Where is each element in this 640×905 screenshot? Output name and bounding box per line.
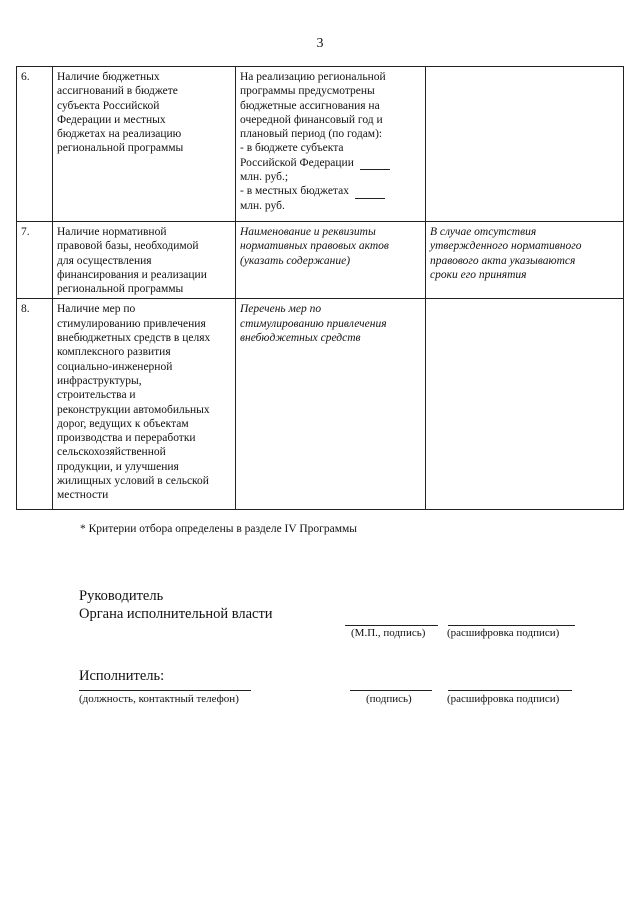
- blank-field: [360, 160, 390, 170]
- text-line: очередной финансовый год и: [240, 113, 383, 126]
- stamp-signature-line: [345, 625, 438, 626]
- unit-label: млн. руб.: [240, 199, 285, 212]
- note-cell: [426, 222, 624, 299]
- text-line: региональной программы: [57, 283, 184, 296]
- text-line: сельскохозяйственной: [57, 446, 166, 459]
- text-line: социально-инженерной: [57, 360, 173, 373]
- text-line: В случае отсутствия: [430, 226, 537, 238]
- text-line: Наличие нормативной: [57, 226, 167, 238]
- table-row: [17, 67, 624, 222]
- text-line: строительства и: [57, 389, 136, 402]
- row-number: 6.: [17, 67, 53, 222]
- note-cell: [426, 67, 624, 222]
- position-line: [79, 690, 251, 691]
- text-line: жилищных условий в сельской: [57, 475, 209, 488]
- text-line: реконструкции автомобильных: [57, 403, 210, 416]
- text-line: стимулированию привлечения: [57, 317, 206, 330]
- executor-title: Исполнитель:: [79, 668, 165, 684]
- text-line: ассигнований в бюджете: [57, 85, 178, 98]
- sign-caption: (подпись): [366, 693, 412, 705]
- confirmation-cell: [236, 67, 426, 222]
- decode-caption: (расшифровка подписи): [447, 627, 560, 639]
- text-line: Наличие мер по: [57, 303, 136, 316]
- text-line: бюджетные ассигнования на: [240, 99, 380, 112]
- text-line: региональной программы: [57, 142, 184, 155]
- text-line: правовой базы, необходимой: [57, 240, 199, 253]
- row-number: 8.: [17, 299, 53, 510]
- text-line: бюджетах на реализацию: [57, 128, 182, 141]
- decode-signature-line: [448, 625, 575, 626]
- table-row: [17, 299, 624, 510]
- authority-title: Органа исполнительной власти: [79, 606, 273, 622]
- text-line: нормативных правовых актов: [240, 240, 389, 253]
- text-line: внебюджетных средств в целях: [57, 332, 211, 345]
- text-line: На реализацию региональной: [240, 71, 386, 83]
- text-line: Наличие бюджетных: [57, 71, 160, 83]
- text-line: программы предусмотрены: [240, 85, 375, 98]
- text-line: Наименование и реквизиты: [240, 226, 376, 238]
- confirmation-cell: [236, 299, 426, 510]
- text-line: плановый период (по годам):: [240, 128, 383, 141]
- text-line: местности: [57, 489, 109, 502]
- text-line: - в бюджете субъекта: [240, 142, 344, 155]
- unit-label: млн. руб.;: [240, 171, 289, 184]
- footnote: * Критерии отбора определены в разделе IV Программы: [80, 523, 358, 535]
- executor-signature-line: [350, 690, 432, 691]
- text-line: внебюджетных средств: [240, 332, 361, 345]
- blank-field: [355, 189, 385, 199]
- note-cell: [426, 299, 624, 510]
- amount-line-local: - в местных бюджетах: [240, 184, 421, 198]
- text-line: правового акта указываются: [430, 254, 576, 267]
- text-line: субъекта Российской: [57, 99, 160, 112]
- position-caption: (должность, контактный телефон): [79, 693, 239, 705]
- text-line: дорог, ведущих к объектам: [57, 417, 189, 430]
- text-line: (указать содержание): [240, 254, 351, 267]
- text-line: продукции, и улучшения: [57, 460, 179, 473]
- text-line: Перечень мер по: [240, 303, 322, 316]
- text-line: стимулированию привлечения: [240, 317, 387, 330]
- criterion-cell: [53, 299, 236, 510]
- confirmation-cell: [236, 222, 426, 299]
- page-number: 3: [316, 36, 324, 51]
- amount-line-regional: Российской Федерации: [240, 156, 421, 170]
- table-row: [17, 222, 624, 299]
- executor-decode-line: [448, 690, 572, 691]
- row-number: 7.: [17, 222, 53, 299]
- text-line: комплексного развития: [57, 346, 171, 359]
- text-line: производства и переработки: [57, 432, 196, 445]
- head-title: Руководитель: [79, 588, 164, 604]
- text-line: утвержденного нормативного: [430, 240, 582, 253]
- executor-decode-caption: (расшифровка подписи): [447, 693, 560, 705]
- criterion-cell: [53, 67, 236, 222]
- text-line: Федерации и местных: [57, 113, 166, 126]
- text-line: для осуществления: [57, 254, 152, 267]
- criteria-table: [16, 66, 624, 510]
- stamp-caption: (М.П., подпись): [351, 627, 426, 639]
- criterion-cell: [53, 222, 236, 299]
- text-line: финансирования и реализации: [57, 268, 207, 281]
- text-line: инфраструктуры,: [57, 374, 142, 387]
- text-line: сроки его принятия: [430, 268, 527, 281]
